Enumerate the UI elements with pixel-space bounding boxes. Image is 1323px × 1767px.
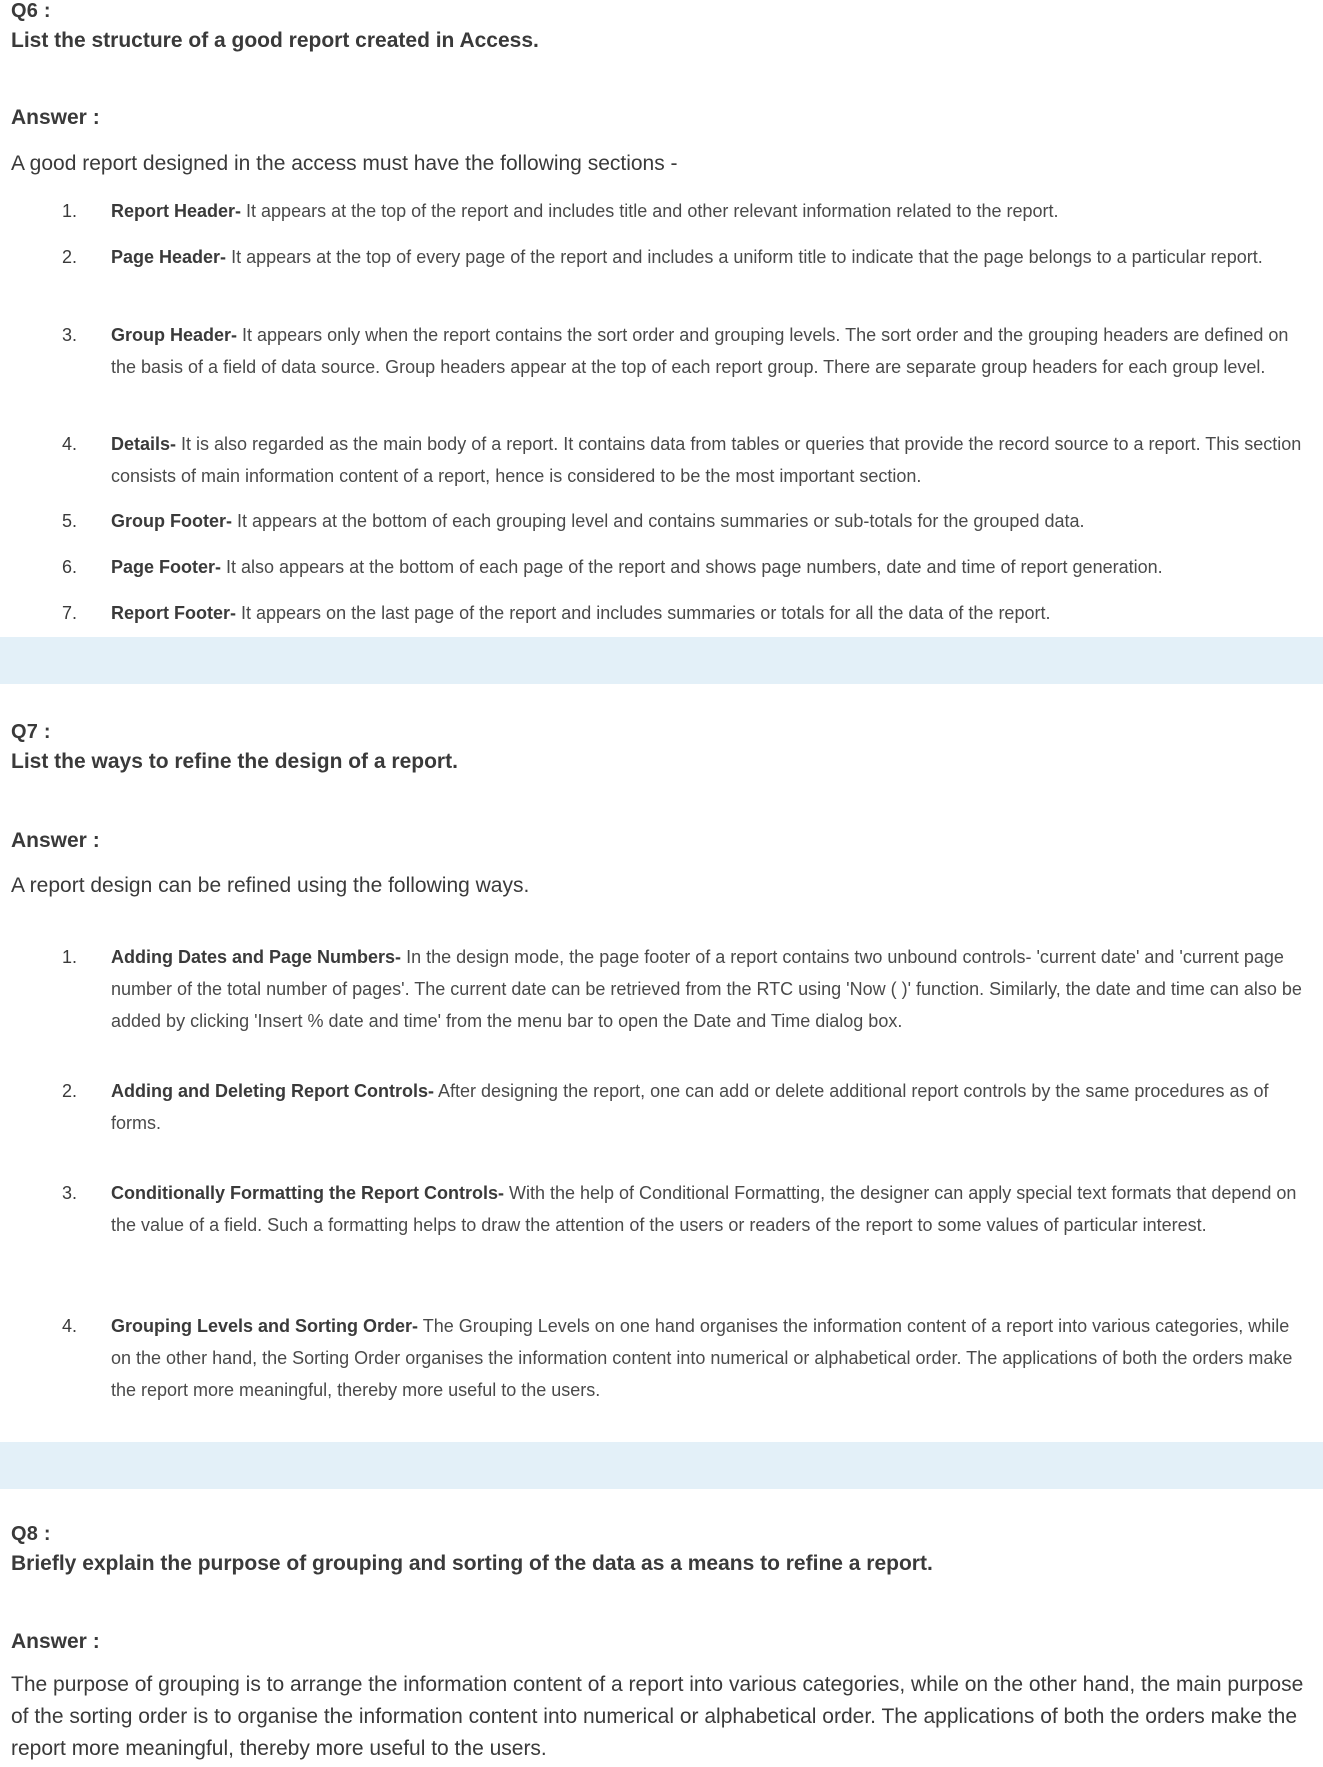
question-title: List the structure of a good report created in Access.	[11, 29, 539, 52]
question-number: Q8 :	[11, 1523, 51, 1545]
list-item-term: Group Header-	[111, 325, 238, 345]
section-divider	[0, 637, 1323, 684]
list-item-number: 1.	[62, 201, 78, 221]
list-item-text: After designing the report, one can add or delete additional report controls by the same procedures as of forms.	[111, 1081, 1269, 1133]
list-item-term: Conditionally Formatting the Report Controls-	[111, 1183, 504, 1203]
list-item-term: Grouping Levels and Sorting Order-	[111, 1316, 419, 1336]
list-item-term: Report Header-	[111, 201, 242, 221]
list-item-number: 1.	[62, 947, 78, 967]
list-item-number: 7.	[62, 603, 78, 623]
question-block-q8	[0, 1489, 1323, 1767]
list-item-text: It appears on the last page of the report and includes summaries or totals for all the data of the report.	[236, 603, 1051, 623]
list-item-number: 3.	[62, 1183, 78, 1203]
list-item-text: It is also regarded as the main body of a report. It contains data from tables or queries that provide the record source to a report. This section consists of main information content of a report, hence is considered to be the most important section.	[111, 434, 1302, 486]
list-item-term: Report Footer-	[111, 603, 236, 623]
list-item-number: 3.	[62, 325, 78, 345]
list-item-term: Details-	[111, 434, 177, 454]
question-block-q6	[0, 0, 1323, 636]
answer-paragraph: The purpose of grouping is to arrange the information content of a report into various categories, while on the other hand, the main purpose of the sorting order is to organise the information content into numerical or alphabetical order. The applications of both the orders make the report more meaningful, thereby more useful to the users.	[11, 1673, 1304, 1760]
list-item-text: With the help of Conditional Formatting, the designer can apply special text formats that depend on the value of a field. Such a formatting helps to draw the attention of the users or readers of the report to some values of particular interest.	[111, 1183, 1297, 1235]
list-item-number: 5.	[62, 511, 78, 531]
list-item-term: Adding and Deleting Report Controls-	[111, 1081, 434, 1101]
list-item-text: In the design mode, the page footer of a report contains two unbound controls- 'current date' and 'current page number of the total number of pages'. The current date can be retrieved from the RTC using 'Now ( )' function. Similarly, the date and time can also be added by clicking 'Insert % date and time' from the menu bar to open the Date and Time dialog box.	[111, 947, 1302, 1031]
list-item-text: It appears at the top of the report and includes title and other relevant information related to the report.	[241, 201, 1059, 221]
answer-intro: A good report designed in the access must have the following sections -	[11, 152, 678, 175]
section-divider	[0, 1442, 1323, 1489]
list-item-number: 4.	[62, 1316, 78, 1336]
list-item-number: 4.	[62, 434, 78, 454]
list-item-term: Page Footer-	[111, 557, 222, 577]
question-number: Q7 :	[11, 721, 51, 743]
question-title: Briefly explain the purpose of grouping and sorting of the data as a means to refine a report.	[11, 1552, 933, 1575]
list-item-text: The Grouping Levels on one hand organises the information content of a report into various categories, while on the other hand, the Sorting Order organises the information content into numerical or alphabetical order. The applications of both the orders make the report more meaningful, thereby more useful to the users.	[111, 1316, 1293, 1400]
answer-label: Answer :	[11, 829, 100, 852]
question-number: Q6 :	[11, 0, 51, 22]
answer-label: Answer :	[11, 106, 100, 129]
answer-label: Answer :	[11, 1630, 100, 1653]
list-item-text: It appears at the top of every page of the report and includes a uniform title to indicate that the page belongs to a particular report.	[226, 247, 1263, 267]
list-item-text: It appears at the bottom of each grouping level and contains summaries or sub-totals for the grouped data.	[231, 511, 1085, 531]
list-item-text: It also appears at the bottom of each page of the report and shows page numbers, date and time of report generation.	[221, 557, 1163, 577]
question-title: List the ways to refine the design of a report.	[11, 750, 458, 773]
answer-intro: A report design can be refined using the following ways.	[11, 874, 530, 897]
list-item-number: 2.	[62, 247, 78, 267]
list-item-number: 2.	[62, 1081, 78, 1101]
list-item-term: Group Footer-	[111, 511, 232, 531]
list-item-text: It appears only when the report contains the sort order and grouping levels. The sort order and the grouping headers are defined on the basis of a field of data source. Group headers appear at the top of each report group. There are separate group headers for each group level.	[111, 325, 1289, 377]
list-item-term: Adding Dates and Page Numbers-	[111, 947, 402, 967]
list-item-term: Page Header-	[111, 247, 227, 267]
question-block-q7	[0, 684, 1323, 1441]
list-item-number: 6.	[62, 557, 78, 577]
